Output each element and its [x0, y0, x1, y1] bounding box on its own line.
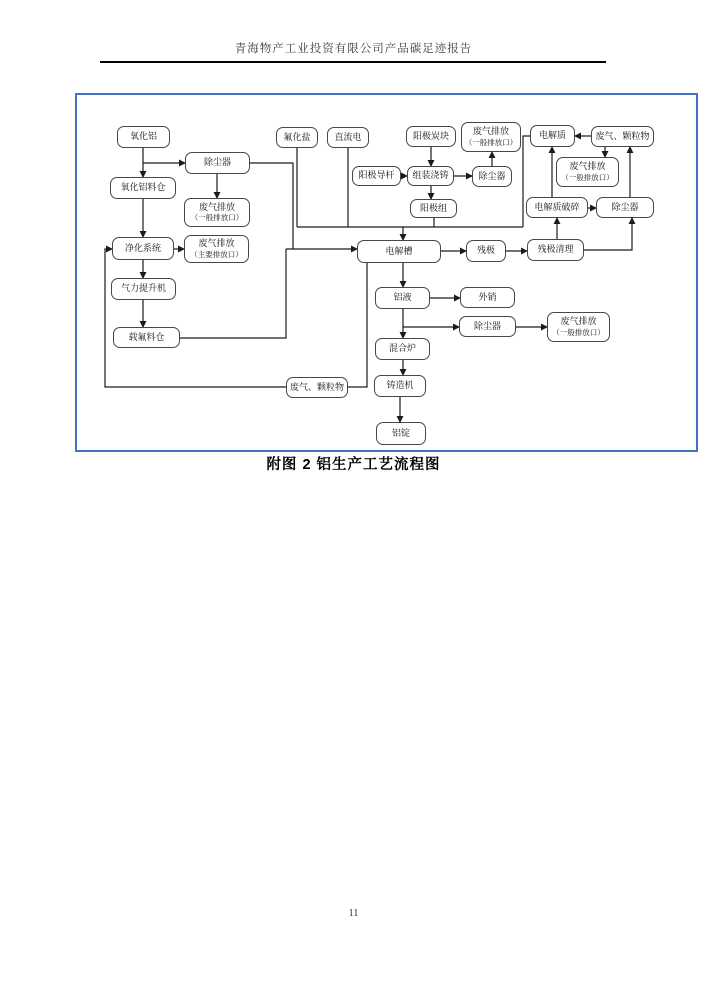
node-sublabel: （一般排放口）	[552, 327, 605, 337]
node-label: 电解质破碎	[534, 201, 580, 212]
node-electrolyte	[530, 125, 575, 147]
node-alumina	[117, 126, 170, 148]
node-residual-anode-cleaning	[527, 239, 584, 261]
node-emission-general-2	[461, 122, 521, 152]
node-label: 净化系统	[124, 242, 161, 253]
page-number: 11	[348, 908, 359, 919]
node-label: 载氟料仓	[128, 331, 165, 342]
node-sublabel: （一般排放口）	[561, 172, 614, 182]
node-pneumatic-lift	[111, 278, 176, 300]
node-label: 阳极炭块	[412, 130, 449, 141]
node-label: 废气排放	[198, 238, 235, 249]
edge-dust1-to-junction	[250, 163, 293, 249]
node-dust-collector-2	[472, 166, 512, 187]
node-label: 废气排放	[560, 316, 597, 327]
node-label: 铝液	[393, 292, 412, 303]
node-gas-particles-top	[591, 126, 654, 147]
node-emission-general-3	[556, 157, 619, 187]
node-sublabel: （一般排放口）	[464, 137, 518, 147]
node-label: 氧化铝料仓	[120, 182, 166, 193]
node-label: 除尘器	[203, 157, 231, 168]
node-electrolyte-crushing	[526, 197, 588, 218]
node-label: 废气排放	[472, 126, 509, 137]
node-molten-aluminum	[375, 287, 430, 309]
node-label: 混合炉	[388, 343, 416, 354]
node-label: 氧化铝	[129, 131, 157, 142]
node-label: 电解质	[538, 130, 566, 141]
node-dust-collector-3	[596, 197, 654, 218]
node-sublabel: （一般排放口）	[190, 213, 244, 223]
node-residual-anode	[466, 240, 506, 262]
node-anode-rod	[352, 166, 401, 186]
node-label: 废气排放	[569, 161, 606, 172]
report-header-title: 青海物产工业投资有限公司产品碳足迹报告	[234, 43, 473, 55]
node-fluoride-salt	[276, 127, 318, 148]
node-label: 铸造机	[386, 380, 414, 391]
node-label: 外销	[478, 291, 497, 302]
node-emission-general-4	[547, 312, 610, 342]
figure-caption: 附图 2 铝生产工艺流程图	[266, 457, 441, 473]
node-label: 组装浇铸	[412, 170, 449, 181]
node-electrolytic-cell	[357, 240, 441, 263]
node-label: 残极清理	[537, 244, 574, 255]
node-gas-particles-bottom	[286, 377, 348, 398]
edge-cell-to-gas-bottom	[348, 263, 367, 387]
node-label: 铝锭	[391, 427, 410, 438]
node-alumina-silo	[110, 177, 176, 199]
node-label: 废气、颗粒物	[289, 381, 344, 392]
node-label: 气力提升机	[120, 283, 166, 294]
node-label: 阳极组	[419, 202, 447, 213]
node-dust-collector-1	[185, 152, 250, 174]
edge-cleaning-to-dust3	[584, 218, 632, 250]
node-label: 残极	[476, 245, 495, 256]
node-label: 除尘器	[611, 201, 639, 212]
node-dc-power	[327, 127, 369, 148]
node-external-sale	[460, 287, 515, 308]
node-label: 除尘器	[473, 320, 501, 331]
node-anode-group	[410, 199, 457, 218]
node-label: 废气排放	[198, 201, 235, 212]
node-label: 直流电	[334, 131, 362, 142]
node-label: 氟化盐	[283, 131, 311, 142]
node-purification-system	[112, 237, 174, 260]
node-label: 废气、颗粒物	[595, 130, 650, 141]
node-emission-main	[184, 235, 249, 263]
edge-gas-bottom-to-purification	[105, 249, 286, 387]
node-emission-general-1	[184, 198, 250, 227]
node-mixing-furnace	[375, 338, 430, 360]
node-dust-collector-4	[459, 316, 516, 337]
node-fluoride-silo	[113, 327, 180, 348]
node-label: 除尘器	[478, 170, 506, 181]
node-sublabel: （主要排放口）	[190, 249, 243, 259]
node-assembly-casting	[407, 166, 454, 186]
node-label: 阳极导杆	[358, 170, 395, 181]
node-casting-machine	[374, 375, 426, 397]
node-anode-carbon-block	[406, 126, 456, 147]
node-aluminum-ingot	[376, 422, 426, 445]
node-label: 电解槽	[385, 245, 413, 256]
